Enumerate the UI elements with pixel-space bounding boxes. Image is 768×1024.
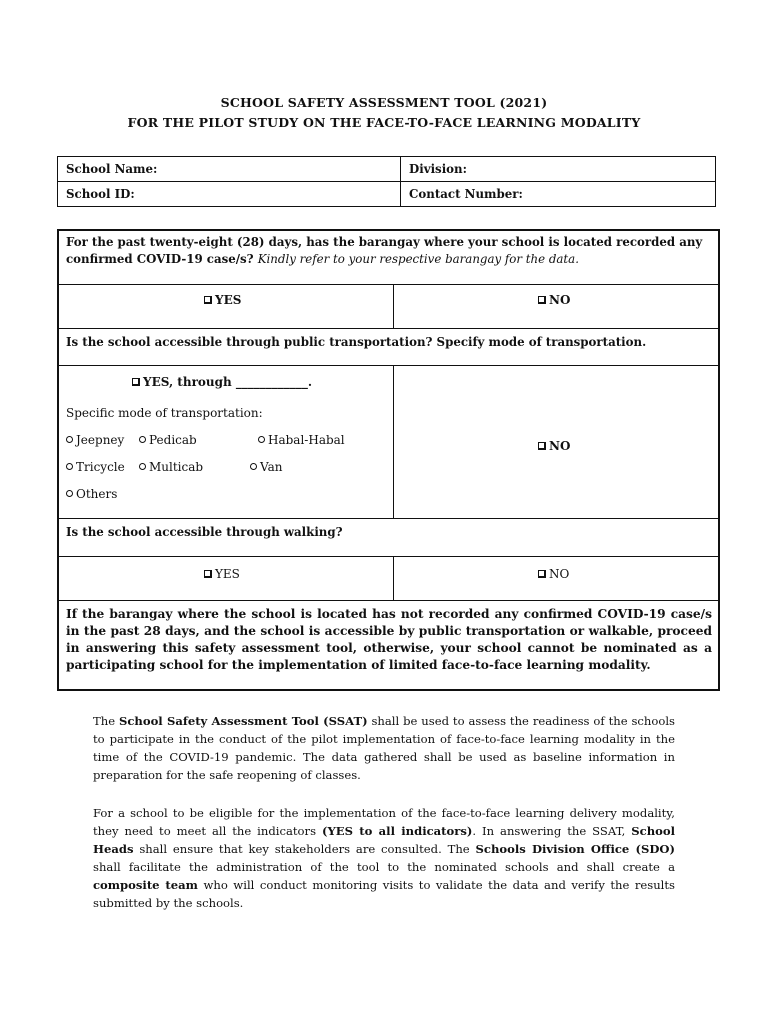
checkbox-icon[interactable] [132,378,140,386]
divider [393,365,394,518]
radio-icon[interactable] [250,463,257,470]
question-note: Kindly refer to your respective barangay for the data. [257,252,579,266]
contact-number-field[interactable]: Contact Number: [401,182,716,207]
q2-no-option[interactable]: NO [538,439,570,453]
divider [57,556,720,557]
mode-pedicab[interactable]: Pedicab [139,433,197,447]
question-walking: Is the school accessible through walking? [66,525,343,539]
checkbox-icon[interactable] [538,296,546,304]
eligibility-notice: If the barangay where the school is located has not recorded any confirmed COVID-19 case/s in the past 28 days, and the school is accessible by public transportation or walkable, proceed in answering this safety assessment tool, otherwise, your school cannot be nominated as a participating school for the implementation of limited face-to-face learning modality. [66,607,712,672]
ssat-description-paragraph: The School Safety Assessment Tool (SSAT) shall be used to assess the readiness of the schools to participate in the conduct of the pilot implementation of face-to-face learning modality in the time of the COVID-19 pandemic. The data gathered shall be used as baseline information in preparation for the safe reopening of classes. [93,714,675,782]
q1-yes-option[interactable]: YES [204,293,241,307]
mode-habal-habal[interactable]: Habal-Habal [258,433,345,447]
q3-no-option[interactable]: NO [538,567,569,581]
eligibility-paragraph: For a school to be eligible for the implementation of the face-to-face learning delivery modality, they need to meet all the indicators (YES to all indicators). In answering the SSAT, School Heads shall ensure that key stakeholders are consulted. The Schools Division Office (SDO) shall facilitate the administration of the tool to the nominated schools and shall create a composite team who will conduct monitoring visits to validate the data and verify the results submitted by the schools. [93,806,676,910]
mode-others[interactable]: Others [66,487,117,501]
mode-multicab[interactable]: Multicab [139,460,203,474]
checkbox-icon[interactable] [538,442,546,450]
division-field[interactable]: Division: [401,157,716,182]
divider [393,556,394,600]
document-subtitle: FOR THE PILOT STUDY ON THE FACE-TO-FACE LEARNING MODALITY [127,115,641,130]
school-info-table [57,156,716,207]
divider [57,518,720,519]
transport-mode-label: Specific mode of transportation: [66,406,263,420]
mode-jeepney[interactable]: Jeepney [66,433,124,447]
radio-icon[interactable] [66,463,73,470]
mode-tricycle[interactable]: Tricycle [66,460,125,474]
divider [57,328,720,329]
divider [57,284,720,285]
q3-yes-option[interactable]: YES [204,567,240,581]
school-id-field[interactable]: School ID: [58,182,401,207]
q1-no-option[interactable]: NO [538,293,570,307]
question-public-transport: Is the school accessible through public transportation? Specify mode of transportation. [66,335,647,349]
radio-icon[interactable] [258,436,265,443]
divider [57,365,720,366]
checkbox-icon[interactable] [538,570,546,578]
mode-van[interactable]: Van [250,460,282,474]
divider [393,284,394,328]
radio-icon[interactable] [139,436,146,443]
radio-icon[interactable] [66,490,73,497]
question-covid-cases: For the past twenty-eight (28) days, has the barangay where your school is located recorded any confirmed COVID-19 case/s? Kindly refer to your respective barangay for the data. [66,235,703,266]
document-title: SCHOOL SAFETY ASSESSMENT TOOL (2021) [220,95,548,110]
school-name-field[interactable]: School Name: [58,157,401,182]
q2-yes-option[interactable]: YES, through ____________. [132,375,312,389]
checkbox-icon[interactable] [204,296,212,304]
radio-icon[interactable] [66,436,73,443]
radio-icon[interactable] [139,463,146,470]
checkbox-icon[interactable] [204,570,212,578]
divider [57,600,720,601]
